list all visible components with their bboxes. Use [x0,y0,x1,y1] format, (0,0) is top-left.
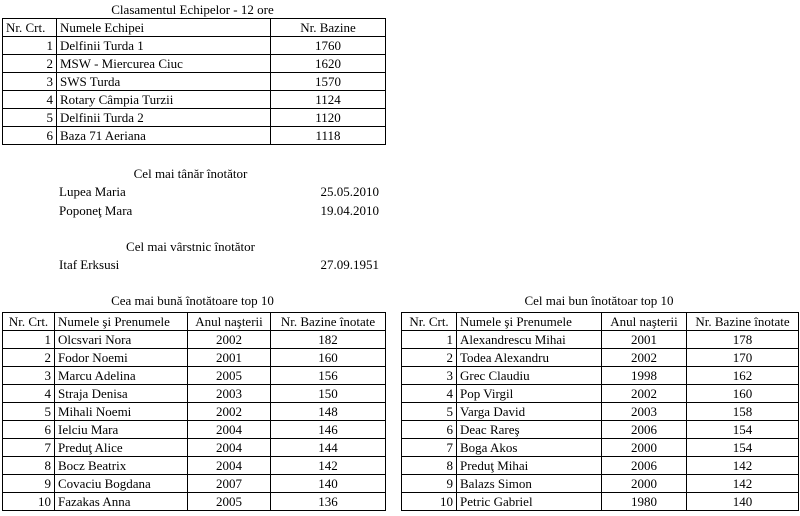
birth-year-cell: 2002 [188,403,271,421]
pools-cell: 146 [271,421,386,439]
birth-year-cell: 2003 [188,385,271,403]
pools-cell: 1118 [271,127,386,145]
pools-cell: 150 [271,385,386,403]
rank-cell: 4 [402,385,457,403]
name-cell: Boga Akos [457,439,602,457]
pools-cell: 178 [687,331,799,349]
birth-year-cell: 2004 [188,439,271,457]
table-row [402,385,799,403]
table-row [3,55,386,73]
pools-cell: 142 [271,457,386,475]
table-row [402,457,799,475]
women-table [2,312,386,511]
table-row [3,109,386,127]
name-cell: Pop Virgil [457,385,602,403]
oldest-list [59,256,379,275]
pools-cell: 162 [687,367,799,385]
swimmer-name: Poponeţ Mara [59,203,133,218]
header-birth-year: Anul naşterii [188,313,271,331]
rank-cell: 3 [3,367,55,385]
table-row [402,475,799,493]
pools-cell: 142 [687,457,799,475]
header-pools: Nr. Bazine [271,19,386,37]
name-cell: Olcsvari Nora [55,331,188,349]
birth-year-cell: 2001 [188,349,271,367]
team-name-cell: Baza 71 Aeriana [57,127,271,145]
oldest-title: Cel mai vârstnic înotător [126,239,255,254]
name-cell: Mihali Noemi [55,403,188,421]
birth-year-cell: 1998 [602,367,687,385]
birth-year-cell: 2006 [602,457,687,475]
pools-cell: 154 [687,421,799,439]
table-row [402,349,799,367]
table-row [3,73,386,91]
table-row [402,493,799,511]
table-row [402,367,799,385]
pools-cell: 144 [271,439,386,457]
header-team-name: Numele Echipei [57,19,271,37]
youngest-list [59,183,379,221]
name-cell: Fodor Noemi [55,349,188,367]
name-cell: Todea Alexandru [457,349,602,367]
header-nr-crt: Nr. Crt. [402,313,457,331]
birth-date: 19.04.2010 [320,203,379,218]
name-cell: Ielciu Mara [55,421,188,439]
swimmer-name: Lupea Maria [59,184,126,199]
birth-year-cell: 2000 [602,475,687,493]
table-row [3,403,386,421]
rank-cell: 2 [3,55,57,73]
birth-year-cell: 2004 [188,457,271,475]
teams-title: Clasamentul Echipelor - 12 ore [111,2,274,17]
name-cell: Balazs Simon [457,475,602,493]
rank-cell: 1 [3,37,57,55]
table-row [402,439,799,457]
birth-year-cell: 2007 [188,475,271,493]
men-table [401,312,799,511]
pools-cell: 160 [271,349,386,367]
rank-cell: 5 [3,109,57,127]
table-row [3,475,386,493]
rank-cell: 6 [3,127,57,145]
teams-table [2,18,386,145]
pools-cell: 136 [271,493,386,511]
header-full-name: Numele şi Prenumele [55,313,188,331]
name-cell: Preduţ Alice [55,439,188,457]
rank-cell: 7 [3,439,55,457]
rank-cell: 8 [3,457,55,475]
pools-cell: 1620 [271,55,386,73]
swimmer-entry [59,202,379,221]
pools-cell: 160 [687,385,799,403]
birth-year-cell: 2003 [602,403,687,421]
team-name-cell: Delfinii Turda 1 [57,37,271,55]
table-row [3,493,386,511]
name-cell: Grec Claudiu [457,367,602,385]
rank-cell: 2 [3,349,55,367]
name-cell: Marcu Adelina [55,367,188,385]
table-row [3,457,386,475]
women-title: Cea mai bună înotătoare top 10 [111,293,274,308]
swimmer-name: Itaf Erksusi [59,257,120,272]
pools-cell: 170 [687,349,799,367]
header-nr-crt: Nr. Crt. [3,19,57,37]
birth-date: 27.09.1951 [320,257,379,272]
birth-year-cell: 2002 [602,349,687,367]
table-row [402,403,799,421]
pools-cell: 1124 [271,91,386,109]
rank-cell: 4 [3,385,55,403]
name-cell: Covaciu Bogdana [55,475,188,493]
name-cell: Petric Gabriel [457,493,602,511]
team-name-cell: SWS Turda [57,73,271,91]
table-row [402,421,799,439]
name-cell: Fazakas Anna [55,493,188,511]
rank-cell: 9 [402,475,457,493]
pools-cell: 140 [687,493,799,511]
rank-cell: 8 [402,457,457,475]
men-title: Cel mai bun înotătoar top 10 [524,293,674,308]
name-cell: Deac Rareş [457,421,602,439]
table-row [3,439,386,457]
rank-cell: 6 [3,421,55,439]
table-row [402,331,799,349]
rank-cell: 10 [402,493,457,511]
youngest-title: Cel mai tânăr înotător [133,166,248,181]
rank-cell: 1 [402,331,457,349]
swimmer-entry [59,256,379,275]
table-row [3,421,386,439]
birth-year-cell: 2002 [602,385,687,403]
table-row [3,331,386,349]
name-cell: Bocz Beatrix [55,457,188,475]
table-row [3,127,386,145]
pools-cell: 1570 [271,73,386,91]
header-pools-swum: Nr. Bazine înotate [687,313,799,331]
birth-year-cell: 2001 [602,331,687,349]
rank-cell: 1 [3,331,55,349]
birth-year-cell: 2006 [602,421,687,439]
rank-cell: 6 [402,421,457,439]
pools-cell: 156 [271,367,386,385]
birth-date: 25.05.2010 [320,184,379,199]
pools-cell: 1120 [271,109,386,127]
birth-year-cell: 2004 [188,421,271,439]
team-name-cell: MSW - Miercurea Ciuc [57,55,271,73]
name-cell: Straja Denisa [55,385,188,403]
rank-cell: 5 [3,403,55,421]
pools-cell: 154 [687,439,799,457]
rank-cell: 10 [3,493,55,511]
women-header-row [3,313,386,331]
table-row [3,37,386,55]
swimmer-entry [59,183,379,202]
header-birth-year: Anul naşterii [602,313,687,331]
header-pools-swum: Nr. Bazine înotate [271,313,386,331]
pools-cell: 1760 [271,37,386,55]
header-full-name: Numele şi Prenumele [457,313,602,331]
rank-cell: 3 [402,367,457,385]
pools-cell: 140 [271,475,386,493]
table-row [3,91,386,109]
birth-year-cell: 2005 [188,367,271,385]
pools-cell: 182 [271,331,386,349]
name-cell: Varga David [457,403,602,421]
table-row [3,349,386,367]
rank-cell: 7 [402,439,457,457]
name-cell: Alexandrescu Mihai [457,331,602,349]
rank-cell: 3 [3,73,57,91]
birth-year-cell: 2002 [188,331,271,349]
birth-year-cell: 2005 [188,493,271,511]
header-nr-crt: Nr. Crt. [3,313,55,331]
teams-header-row [3,19,386,37]
rank-cell: 9 [3,475,55,493]
table-row [3,385,386,403]
rank-cell: 5 [402,403,457,421]
birth-year-cell: 2000 [602,439,687,457]
pools-cell: 148 [271,403,386,421]
rank-cell: 4 [3,91,57,109]
team-name-cell: Rotary Câmpia Turzii [57,91,271,109]
men-header-row [402,313,799,331]
birth-year-cell: 1980 [602,493,687,511]
table-row [3,367,386,385]
rank-cell: 2 [402,349,457,367]
name-cell: Preduţ Mihai [457,457,602,475]
pools-cell: 142 [687,475,799,493]
team-name-cell: Delfinii Turda 2 [57,109,271,127]
pools-cell: 158 [687,403,799,421]
